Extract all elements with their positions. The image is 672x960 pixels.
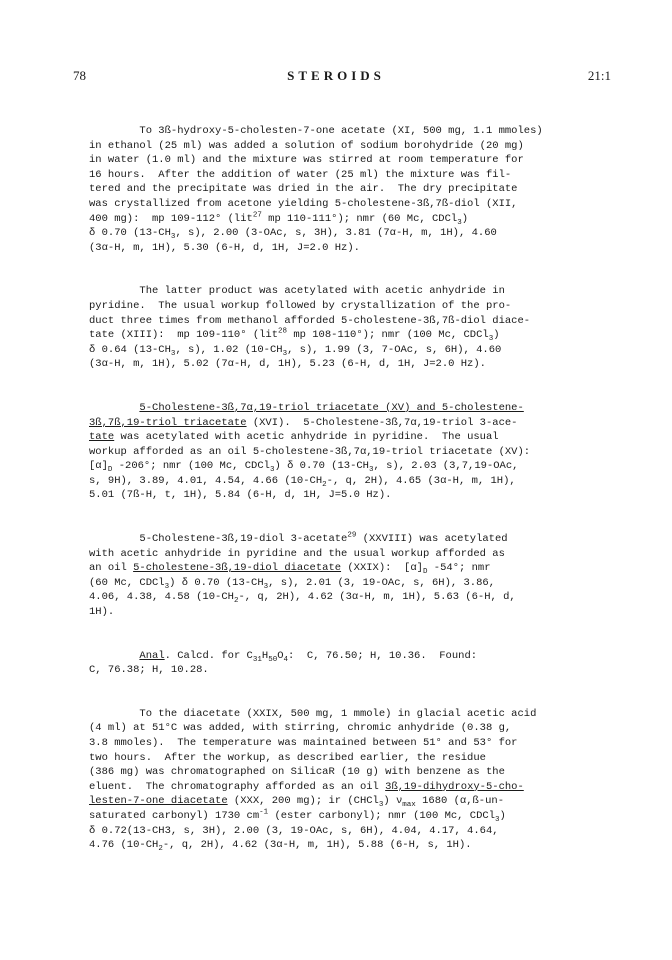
text-run: : C, 76.50; H, 10.36. Found: [288, 649, 478, 662]
text-run: -, q, 2H), 4.62 (3α-H, m, 1H), 5.88 (6-H, s, 1H). [162, 839, 472, 852]
subscript: 3 [368, 466, 374, 475]
underlined-text: 3ß,19-dihydroxy-5-cho- [385, 780, 524, 793]
article-body [89, 124, 629, 882]
text-line [89, 663, 629, 678]
text-line [89, 328, 629, 343]
underlined-text: 3ß,7ß,19-triol triacetate [89, 416, 247, 429]
text-line [89, 824, 629, 839]
text-line [89, 780, 629, 795]
text-line [89, 547, 629, 562]
text-line [89, 474, 629, 489]
text-run: duct three times from methanol afforded 5-cholestene-3ß,7ß-diol diace- [89, 314, 531, 327]
text-run: saturated carbonyl) 1730 cm [89, 809, 260, 822]
text-run [89, 402, 139, 414]
text-run: ) ν [383, 795, 403, 808]
text-run: -206°; nmr (100 Mc, CDCl [112, 460, 270, 473]
text-run: ) δ 0.70 (13-CH [274, 460, 369, 473]
text-line [89, 416, 629, 431]
subscript: 3 [378, 801, 384, 810]
subscript: 4 [283, 655, 289, 664]
superscript: 29 [347, 531, 357, 540]
text-line [89, 445, 629, 460]
text-run: (3α-H, m, 1H), 5.02 (7α-H, d, 1H), 5.23 (6-H, d, 1H, J=2.0 Hz). [89, 358, 486, 371]
text-run: The latter product was acetylated with acetic anhydride in [89, 285, 505, 298]
subscript: max [402, 801, 416, 810]
text-line [89, 226, 629, 241]
text-run: (XVI). 5-Cholestene-3ß,7α,19-triol 3-ace- [246, 416, 518, 429]
paragraph [89, 532, 629, 620]
text-run: 1H). [89, 606, 115, 619]
text-line [89, 736, 629, 751]
text-run: , s), 1.99 (3, 7-OAc, s, 6H), 4.60 [287, 343, 502, 356]
text-run: (XXIX): [α] [341, 562, 423, 575]
text-run: , s), 2.00 (3-OAc, s, 3H), 3.81 (7α-H, m, 1H), 4.60 [175, 227, 497, 240]
text-run: (ester carbonyl); nmr (100 Mc, CDCl [268, 809, 495, 822]
page-number: 78 [73, 68, 86, 83]
text-run: To the diacetate (XXIX, 500 mg, 1 mmole) in glacial acetic acid [89, 707, 537, 720]
text-line [89, 649, 629, 664]
subscript: 3 [170, 233, 176, 242]
text-line [89, 357, 629, 372]
text-run: an oil [89, 562, 134, 575]
text-line [89, 430, 629, 445]
text-run: δ 0.64 (13-CH [89, 343, 171, 356]
subscript: 3 [282, 349, 288, 358]
subscript: 2 [158, 845, 163, 854]
text-run: ) [499, 809, 506, 822]
subscript: 3 [164, 582, 170, 591]
text-line [89, 561, 629, 576]
text-run: , s), 2.03 (3,7,19-OAc, [373, 460, 519, 473]
text-run: 1680 (α,ß-un- [415, 795, 505, 808]
text-line [89, 401, 629, 416]
text-run: C, 76.38; H, 10.28. [89, 664, 209, 677]
text-run: was crystallized from acetone yielding 5-cholestene-3ß,7ß-diol (XII, [89, 197, 518, 210]
superscript: 28 [278, 327, 288, 336]
text-line [89, 751, 629, 766]
text-line [89, 182, 629, 197]
text-run: H [261, 649, 269, 662]
text-line [89, 299, 629, 314]
text-line [89, 241, 629, 256]
text-run: eluent. The chromatography afforded as an oil [89, 780, 386, 793]
text-run: δ 0.70 (13-CH [89, 227, 171, 240]
text-line [89, 532, 629, 547]
text-run: . Calcd. for C [164, 649, 253, 662]
text-line [89, 576, 629, 591]
paragraph [89, 124, 629, 255]
text-line [89, 343, 629, 358]
text-run: two hours. After the workup, as described earlier, the residue [89, 751, 486, 764]
subscript: 2 [233, 597, 239, 606]
text-line [89, 124, 629, 139]
text-run: workup afforded as an oil 5-cholestene-3ß,7α,19-triol triacetate (XV): [89, 445, 531, 458]
text-run: (XXX, 200 mg); ir (CHCl [227, 795, 379, 808]
text-line [89, 488, 629, 503]
text-run: 16 hours. After the addition of water (25 ml) the mixture was fil- [89, 168, 512, 181]
text-line [89, 153, 629, 168]
text-run: 5-Cholestene-3ß,19-diol 3-acetate [89, 533, 348, 546]
text-run: tered and the precipitate was dried in the air. The dry precipitate [89, 183, 518, 196]
text-run: 4.06, 4.38, 4.58 (10-CH [89, 591, 234, 604]
text-run: 5.01 (7ß-H, t, 1H), 5.84 (6-H, d, 1H, J=5.0 Hz). [89, 489, 392, 502]
subscript: 2 [322, 480, 327, 489]
text-line [89, 765, 629, 780]
text-line [89, 139, 629, 154]
text-line [89, 590, 629, 605]
text-run: δ 0.72(13-CH3, s, 3H), 2.00 (3, 19-OAc, s, 6H), 4.04, 4.17, 4.64, [89, 824, 499, 837]
volume-issue: 21:1 [587, 68, 611, 83]
text-run: -, q, 2H), 4.65 (3α-H, m, 1H), [326, 474, 516, 487]
text-line [89, 459, 629, 474]
text-line [89, 794, 629, 809]
text-run: ) δ 0.70 (13-CH [169, 576, 264, 589]
text-run: in water (1.0 ml) and the mixture was stirred at room temperature for [89, 154, 524, 167]
text-run: To 3ß-hydroxy-5-cholesten-7-one acetate (XI, 500 mg, 1.1 mmoles) [89, 125, 543, 137]
journal-title: STEROIDS [287, 68, 385, 83]
text-run: ) [461, 212, 469, 225]
subscript: 3 [488, 335, 494, 344]
subscript: 3 [495, 816, 500, 825]
text-run: 400 mg): mp 109-112° (lit [89, 212, 253, 225]
subscript: 3 [457, 218, 462, 227]
text-line [89, 314, 629, 329]
text-line [89, 212, 629, 227]
text-line [89, 809, 629, 824]
underlined-text: 5-Cholestene-3ß,7α,19-triol triacetate (XV) and 5-cholestene- [139, 401, 524, 414]
paragraph [89, 284, 629, 372]
text-run: [α] [89, 460, 108, 473]
running-header [0, 68, 672, 86]
text-run: ) [493, 329, 500, 342]
text-run: 3.8 mmoles). The temperature was maintained between 51° and 53° for [89, 737, 518, 749]
text-line [89, 197, 629, 212]
text-run: , s), 1.02 (10-CH [175, 343, 283, 356]
text-run: (60 Mc, CDCl [89, 576, 165, 589]
text-run: with acetic anhydride in pyridine and the usual workup afforded as [89, 547, 505, 560]
text-run: 4.76 (10-CH [89, 839, 159, 852]
text-run: mp 108-110°); nmr (100 Mc, CDCl [287, 329, 489, 342]
text-line [89, 838, 629, 853]
text-line [89, 721, 629, 736]
superscript: -1 [259, 808, 269, 817]
text-line [89, 707, 629, 722]
paragraph [89, 401, 629, 503]
text-run: was acetylated with acetic anhydride in pyridine. The usual [114, 431, 499, 444]
text-run: pyridine. The usual workup followed by crystallization of the pro- [89, 299, 512, 312]
superscript: 27 [252, 211, 262, 220]
text-run: mp 110-111°); nmr (60 Mc, CDCl [261, 212, 458, 225]
underlined-text: 5-cholestene-3ß,19-diol diacetate [133, 562, 342, 575]
text-run: -, q, 2H), 4.62 (3α-H, m, 1H), 5.63 (6-H, d, [238, 591, 516, 604]
text-line [89, 168, 629, 183]
subscript: D [107, 466, 113, 475]
text-run: (XXVIII) was acetylated [356, 533, 508, 546]
text-line [89, 605, 629, 620]
text-line [89, 284, 629, 299]
subscript: 3 [170, 349, 176, 358]
text-run [89, 650, 139, 662]
text-run: (4 ml) at 51°C was added, with stirring, chromic anhydride (0.38 g, [89, 722, 512, 735]
text-run: s, 9H), 3.89, 4.01, 4.54, 4.66 (10-CH [89, 474, 323, 487]
text-run: , s), 2.01 (3, 19-OAc, s, 6H), 3.86, [268, 576, 496, 589]
subscript: 3 [263, 582, 269, 591]
text-run: (3α-H, m, 1H), 5.30 (6-H, d, 1H, J=2.0 Hz). [89, 241, 360, 254]
subscript: 50 [268, 655, 278, 664]
underlined-text: lesten-7-one diacetate [89, 795, 228, 808]
text-run: O [277, 649, 284, 662]
underlined-text: tate [89, 431, 115, 444]
subscript: D [422, 568, 428, 577]
paragraph [89, 649, 629, 678]
underlined-text: Anal [139, 649, 165, 662]
subscript: 31 [252, 655, 262, 664]
subscript: 3 [269, 466, 275, 475]
text-run: in ethanol (25 ml) was added a solution of sodium borohydride (20 mg) [89, 139, 524, 152]
text-run: tate (XIII): mp 109-110° (lit [89, 329, 279, 342]
text-run: -54°; nmr [427, 562, 491, 575]
text-run: (386 mg) was chromatographed on SilicaR (10 g) with benzene as the [89, 766, 505, 779]
paragraph [89, 707, 629, 853]
